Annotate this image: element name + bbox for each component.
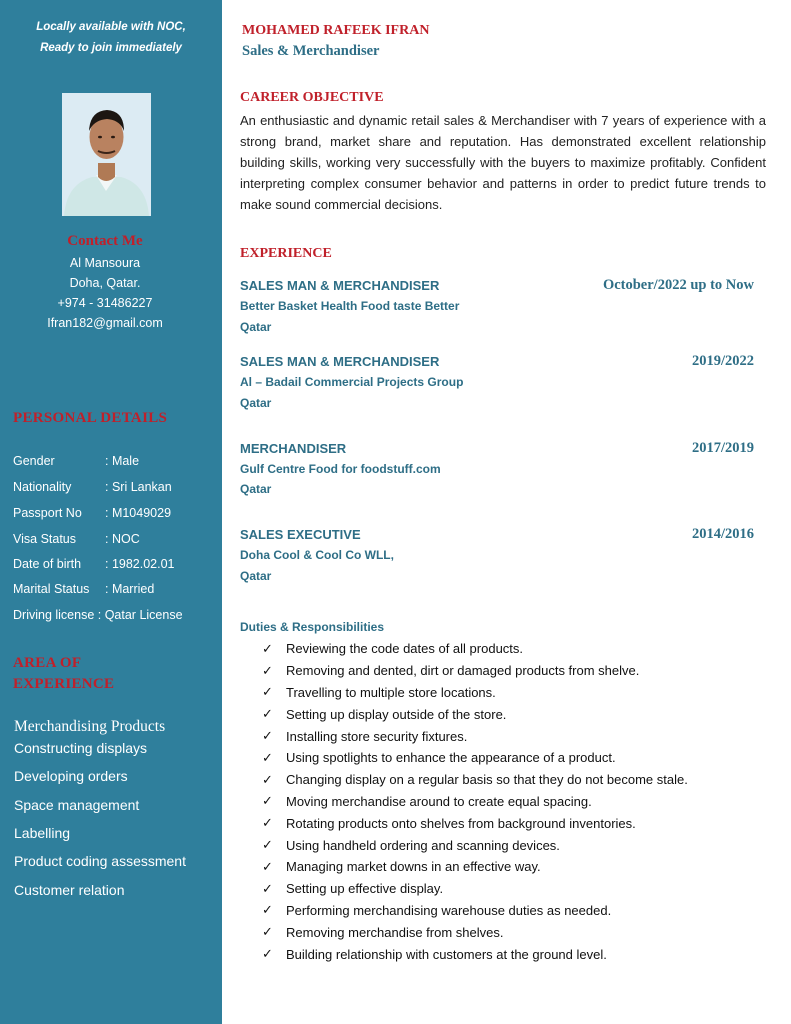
area-item: Merchandising Products <box>14 718 166 735</box>
contact-heading: Contact Me <box>67 233 143 249</box>
personal-row <box>13 532 140 546</box>
duty-text: Setting up effective display. <box>286 881 444 897</box>
checkmark-icon: ✓ <box>262 706 273 722</box>
checkmark-icon: ✓ <box>262 858 273 874</box>
duty-text: Managing market downs in an effective way. <box>286 859 541 875</box>
area-heading-line1: AREA OF <box>13 655 82 671</box>
job-title: SALES MAN & MERCHANDISER <box>240 354 440 369</box>
checkmark-icon: ✓ <box>262 662 273 678</box>
availability-tagline-line2: Ready to join immediately <box>40 42 182 54</box>
duty-text: Using spotlights to enhance the appearance of a product. <box>286 750 616 766</box>
personal-label: Marital Status <box>13 582 90 596</box>
area-item: Developing orders <box>14 768 128 784</box>
job-place: Qatar <box>240 569 272 583</box>
job-date: 2014/2016 <box>691 526 754 542</box>
personal-row <box>13 480 172 494</box>
personal-label: Date of birth <box>13 557 82 571</box>
job-date: 2017/2019 <box>691 440 754 456</box>
job-title: MERCHANDISER <box>240 441 347 456</box>
area-item: Space management <box>14 797 140 813</box>
personal-row <box>13 506 171 520</box>
checkmark-icon: ✓ <box>262 880 273 896</box>
list-item <box>262 900 688 922</box>
list-item <box>262 878 688 900</box>
personal-value: : Qatar License <box>97 608 183 622</box>
area-item: Labelling <box>14 825 71 841</box>
duty-text: Moving merchandise around to create equal spacing. <box>286 793 592 809</box>
checkmark-icon: ✓ <box>262 640 273 656</box>
area-item: Product coding assessment <box>14 853 186 869</box>
job-place: Qatar <box>240 320 272 334</box>
checkmark-icon: ✓ <box>262 793 273 809</box>
job-company: Gulf Centre Food for foodstuff.com <box>240 462 441 476</box>
list-item <box>262 660 688 682</box>
list-item <box>262 856 688 878</box>
personal-value: : Sri Lankan <box>105 480 172 494</box>
duty-text: Setting up display outside of the store. <box>286 706 507 722</box>
candidate-name: MOHAMED RAFEEK IFRAN <box>242 23 430 38</box>
list-item <box>262 943 688 965</box>
job-place: Qatar <box>240 396 272 410</box>
duty-text: Installing store security fixtures. <box>286 728 468 744</box>
personal-label: Driving license <box>13 608 95 622</box>
duty-text: Removing and dented, dirt or damaged products from shelve. <box>286 663 640 679</box>
personal-row <box>13 454 139 468</box>
list-item <box>262 769 688 791</box>
checkmark-icon: ✓ <box>262 815 273 831</box>
job-date: October/2022 up to Now <box>602 277 754 293</box>
experience-heading: EXPERIENCE <box>240 246 332 261</box>
job-company: Doha Cool & Cool Co WLL, <box>240 548 394 562</box>
duty-text: Rotating products onto shelves from background inventories. <box>286 815 636 831</box>
checkmark-icon: ✓ <box>262 946 273 962</box>
personal-value: : Married <box>105 582 155 596</box>
checkmark-icon: ✓ <box>262 837 273 853</box>
career-objective-heading: CAREER OBJECTIVE <box>240 90 384 105</box>
list-item <box>262 725 688 747</box>
checkmark-icon: ✓ <box>262 684 273 700</box>
job-place: Qatar <box>240 482 272 496</box>
duty-text: Using handheld ordering and scanning devices. <box>286 837 560 853</box>
duty-text: Changing display on a regular basis so that they do not become stale. <box>286 772 688 788</box>
contact-address: Al Mansoura <box>69 256 141 270</box>
contact-email: Ifran182@gmail.com <box>47 316 163 330</box>
checkmark-icon: ✓ <box>262 749 273 765</box>
profile-photo <box>62 93 151 216</box>
area-heading-line2: EXPERIENCE <box>13 676 115 692</box>
personal-label: Passport No <box>13 506 82 520</box>
area-item: Customer relation <box>14 882 125 898</box>
personal-value: : NOC <box>105 532 140 546</box>
personal-value: : 1982.02.01 <box>105 557 175 571</box>
checkmark-icon: ✓ <box>262 771 273 787</box>
duty-text: Reviewing the code dates of all products. <box>286 641 524 657</box>
job-title: SALES EXECUTIVE <box>240 527 361 542</box>
contact-city: Doha, Qatar. <box>69 276 141 290</box>
list-item <box>262 921 688 943</box>
sidebar <box>0 0 222 1024</box>
list-item <box>262 638 688 660</box>
contact-phone: +974 - 31486227 <box>57 296 153 310</box>
checkmark-icon: ✓ <box>262 728 273 744</box>
checkmark-icon: ✓ <box>262 924 273 940</box>
career-objective-text: An enthusiastic and dynamic retail sales & Merchandiser with 7 years of experience with a strong brand, market share and reputation. Has demonstrated excellent relationship building skills, working very successfully with the buyers to maximize profitably. Confident interpreting complex consumer behavior and patterns in order to predict future trends to make sound commercial decisions. <box>240 113 766 212</box>
checkmark-icon: ✓ <box>262 902 273 918</box>
personal-row <box>13 608 183 622</box>
job-date: 2019/2022 <box>691 353 754 369</box>
availability-tagline-line1: Locally available with NOC, <box>36 21 186 33</box>
duty-text: Building relationship with customers at the ground level. <box>286 946 607 962</box>
list-item <box>262 703 688 725</box>
job-company: Better Basket Health Food taste Better <box>240 299 460 313</box>
area-item: Constructing displays <box>14 740 148 756</box>
job-company: Al – Badail Commercial Projects Group <box>240 375 464 389</box>
personal-label: Visa Status <box>13 532 77 546</box>
duties-heading: Duties & Responsibilities <box>240 620 385 634</box>
personal-value: : M1049029 <box>105 506 172 520</box>
duty-text: Removing merchandise from shelves. <box>286 924 504 940</box>
personal-value: : Male <box>105 454 140 468</box>
candidate-title: Sales & Merchandiser <box>242 43 380 59</box>
personal-label: Nationality <box>13 480 72 494</box>
list-item <box>262 747 688 769</box>
duties-list <box>262 638 688 965</box>
job-title: SALES MAN & MERCHANDISER <box>240 278 440 293</box>
duty-text: Travelling to multiple store locations. <box>286 684 496 700</box>
duty-text: Performing merchandising warehouse duties as needed. <box>286 902 612 918</box>
personal-details-heading: PERSONAL DETAILS <box>13 410 168 426</box>
personal-row <box>13 557 175 571</box>
list-item <box>262 834 688 856</box>
personal-label: Gender <box>13 454 55 468</box>
list-item <box>262 682 688 704</box>
personal-row <box>13 582 154 596</box>
list-item <box>262 791 688 813</box>
list-item <box>262 812 688 834</box>
